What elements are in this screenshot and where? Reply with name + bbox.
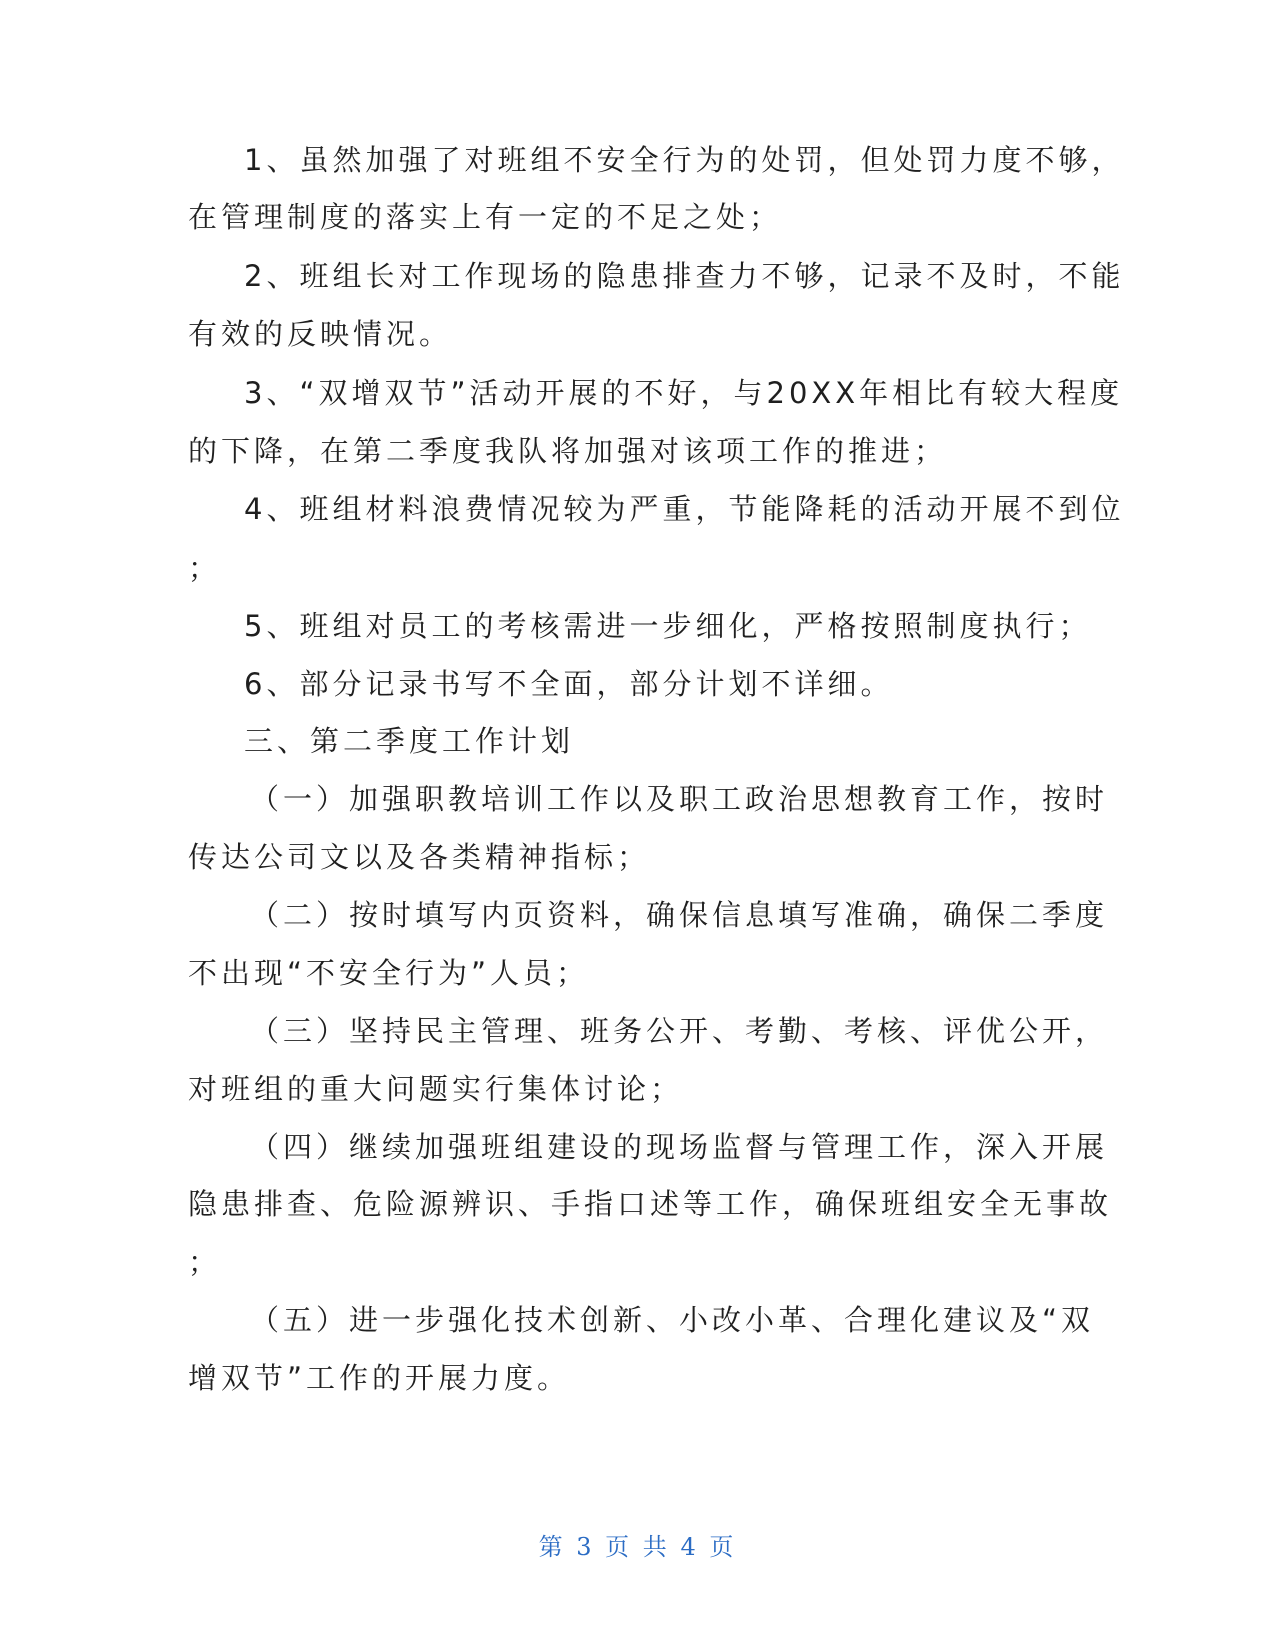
paragraph-line: （三）坚持民主管理、班务公开、考勤、考核、评优公开，	[250, 1014, 1109, 1048]
paragraph-line: 有效的反映情况。	[188, 317, 453, 351]
paragraph-line: 传达公司文以及各类精神指标；	[188, 840, 651, 874]
paragraph-line: 2、班组长对工作现场的隐患排查力不够，记录不及时，不能	[244, 259, 1125, 293]
paragraph-line: ；	[188, 1245, 222, 1279]
paragraph-line: 不出现“不安全行为”人员；	[188, 956, 590, 990]
paragraph-line: 5、班组对员工的考核需进一步细化，严格按照制度执行；	[244, 609, 1092, 643]
paragraph-line: 的下降，在第二季度我队将加强对该项工作的推进；	[188, 434, 948, 468]
paragraph-line: ；	[188, 551, 222, 585]
paragraph-line: 3、“双增双节”活动开展的不好，与20XX年相比有较大程度	[244, 376, 1124, 410]
paragraph-line: （一）加强职教培训工作以及职工政治思想教育工作，按时	[250, 782, 1109, 816]
paragraph-line: 1、虽然加强了对班组不安全行为的处罚，但处罚力度不够，	[244, 143, 1125, 177]
paragraph-line: 增双节”工作的开展力度。	[188, 1361, 571, 1395]
paragraph-line: （五）进一步强化技术创新、小改小革、合理化建议及“双	[250, 1303, 1095, 1337]
paragraph-line: （四）继续加强班组建设的现场监督与管理工作，深入开展	[250, 1130, 1109, 1164]
page-number-label: 第 3 页 共 4 页	[538, 1533, 737, 1561]
paragraph-line: 隐患排查、危险源辨识、手指口述等工作，确保班组安全无事故	[188, 1187, 1113, 1221]
section-heading: 三、第二季度工作计划	[244, 724, 575, 758]
page-footer	[0, 1527, 1275, 1562]
paragraph-line: 4、班组材料浪费情况较为严重，节能降耗的活动开展不到位	[244, 492, 1125, 526]
paragraph-line: 对班组的重大问题实行集体讨论；	[188, 1072, 684, 1106]
paragraph-line: 6、部分记录书写不全面，部分计划不详细。	[244, 667, 894, 701]
paragraph-line: 在管理制度的落实上有一定的不足之处；	[188, 200, 783, 234]
paragraph-line: （二）按时填写内页资料，确保信息填写准确，确保二季度	[250, 898, 1109, 932]
